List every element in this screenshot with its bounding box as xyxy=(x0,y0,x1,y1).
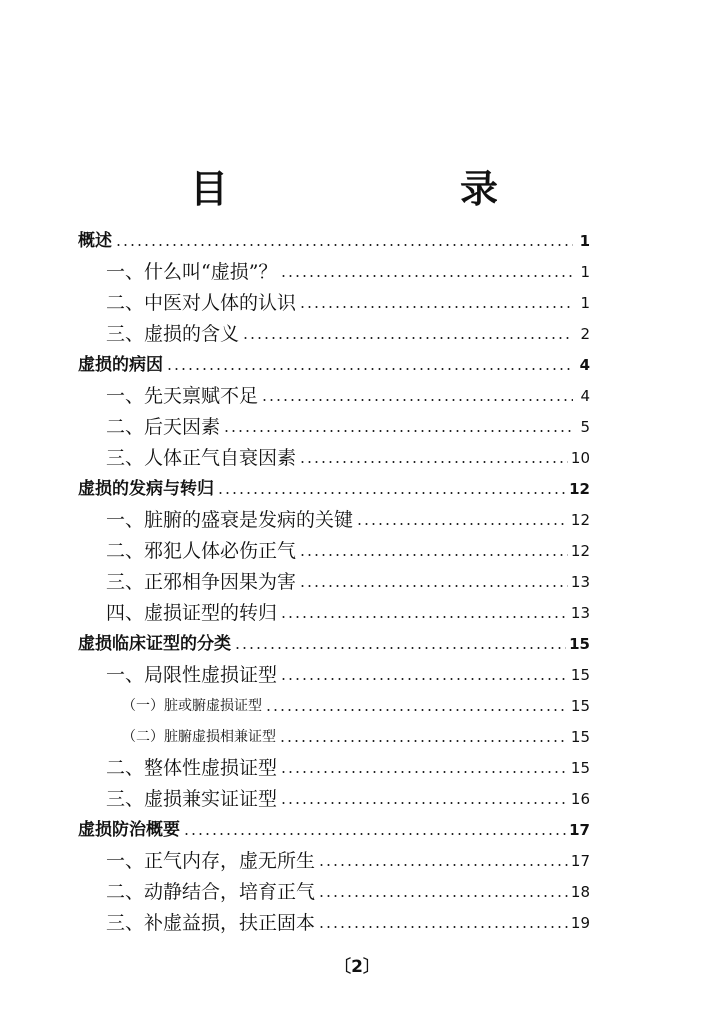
dot-leader xyxy=(265,709,568,711)
dot-leader xyxy=(299,554,568,556)
toc-entry-label: 三、虚损的含义 xyxy=(106,323,240,345)
toc-entry-label: 一、正气内存，虚无所生 xyxy=(106,850,316,872)
toc-entry xyxy=(78,594,590,624)
toc-entry-label: 虚损防治概要 xyxy=(78,820,180,840)
dot-leader xyxy=(280,275,573,277)
toc-entry-page: 13 xyxy=(570,604,590,622)
dot-leader xyxy=(280,678,568,680)
toc-entry-label: 一、局限性虚损证型 xyxy=(106,664,278,686)
toc-entry xyxy=(78,656,590,686)
toc-entry xyxy=(78,687,590,717)
toc-entry-page: 1 xyxy=(580,294,590,312)
toc-entry-label: 一、什么叫“虚损”？ xyxy=(106,261,278,283)
toc-section-entry xyxy=(78,222,590,252)
dot-leader xyxy=(279,740,568,742)
toc-entry-label: 二、后天因素 xyxy=(106,416,221,438)
dot-leader xyxy=(115,244,573,246)
toc-entry xyxy=(78,563,590,593)
toc-entry xyxy=(78,315,590,345)
toc-entry-label: 虚损的发病与转归 xyxy=(78,479,214,499)
dot-leader xyxy=(183,833,566,835)
toc-entry-label: 三、虚损兼实证证型 xyxy=(106,788,278,810)
toc-entry-label: （一）脏或腑虚损证型 xyxy=(122,698,262,714)
toc-entry-page: 5 xyxy=(580,418,590,436)
toc-entry-label: 三、正邪相争因果为害 xyxy=(106,571,297,593)
toc-entry-label: 四、虚损证型的转归 xyxy=(106,602,278,624)
toc-entry-label: 一、先天禀赋不足 xyxy=(106,385,259,407)
dot-leader xyxy=(280,802,568,804)
toc-entry-label: 二、中医对人体的认识 xyxy=(106,292,297,314)
dot-leader xyxy=(242,337,573,339)
dot-leader xyxy=(166,368,573,370)
toc-entry xyxy=(78,842,590,872)
dot-leader xyxy=(299,306,573,308)
toc-entry xyxy=(78,780,590,810)
toc-entry-page: 12 xyxy=(570,511,590,529)
toc-entry-page: 12 xyxy=(569,480,590,498)
toc-entry-label: 虚损的病因 xyxy=(78,355,163,375)
toc-entry-label: 一、脏腑的盛衰是发病的关键 xyxy=(106,509,354,531)
toc-entry-label: 三、补虚益损，扶正固本 xyxy=(106,912,316,934)
toc-section-entry xyxy=(78,346,590,376)
toc-entry-page: 19 xyxy=(570,914,590,932)
dot-leader xyxy=(318,895,568,897)
toc-entry xyxy=(78,253,590,283)
toc-entry-page: 2 xyxy=(580,325,590,343)
toc-entry-page: 15 xyxy=(570,666,590,684)
toc-entry xyxy=(78,532,590,562)
toc-entry-page: 17 xyxy=(570,852,590,870)
page-number: 〔2〕 xyxy=(334,957,380,977)
toc-entry-page: 4 xyxy=(579,356,590,374)
toc-entry-page: 13 xyxy=(570,573,590,591)
toc-entry xyxy=(78,284,590,314)
toc-entry-page: 15 xyxy=(570,759,590,777)
toc-entry-page: 15 xyxy=(569,635,590,653)
toc-section-entry xyxy=(78,811,590,841)
toc-entry-page: 15 xyxy=(570,728,590,746)
dot-leader xyxy=(261,399,573,401)
dot-leader xyxy=(356,523,568,525)
toc-entry-label: 二、动静结合，培育正气 xyxy=(106,881,316,903)
dot-leader xyxy=(223,430,573,432)
toc-entry-page: 10 xyxy=(570,449,590,467)
toc-section-entry xyxy=(78,625,590,655)
toc-entry-label: 二、邪犯人体必伤正气 xyxy=(106,540,297,562)
toc-section-entry xyxy=(78,470,590,500)
dot-leader xyxy=(280,771,568,773)
toc-entry-page: 18 xyxy=(570,883,590,901)
dot-leader xyxy=(217,492,566,494)
toc-entry xyxy=(78,718,590,748)
toc-entry xyxy=(78,501,590,531)
toc-entry xyxy=(78,749,590,779)
toc-entry-page: 17 xyxy=(569,821,590,839)
toc-entry-label: 二、整体性虚损证型 xyxy=(106,757,278,779)
toc-entry xyxy=(78,873,590,903)
dot-leader xyxy=(234,647,566,649)
toc-entry xyxy=(78,904,590,934)
toc-entry-label: 概述 xyxy=(78,231,112,251)
dot-leader xyxy=(299,585,568,587)
toc-entry-page: 12 xyxy=(570,542,590,560)
toc-entry xyxy=(78,439,590,469)
toc-entry-label: 虚损临床证型的分类 xyxy=(78,634,231,654)
toc-entry-page: 1 xyxy=(579,232,590,250)
toc-entry-page: 16 xyxy=(570,790,590,808)
toc-entry-page: 4 xyxy=(580,387,590,405)
toc-entry xyxy=(78,377,590,407)
toc-entry xyxy=(78,408,590,438)
dot-leader xyxy=(280,616,568,618)
toc-entry-label: （二）脏腑虚损相兼证型 xyxy=(122,729,276,745)
page-title: 目 录 xyxy=(189,166,550,211)
dot-leader xyxy=(318,926,568,928)
dot-leader xyxy=(318,864,568,866)
dot-leader xyxy=(299,461,568,463)
toc-entry-page: 1 xyxy=(580,263,590,281)
toc-entry-page: 15 xyxy=(570,697,590,715)
toc-entry-label: 三、人体正气自衰因素 xyxy=(106,447,297,469)
